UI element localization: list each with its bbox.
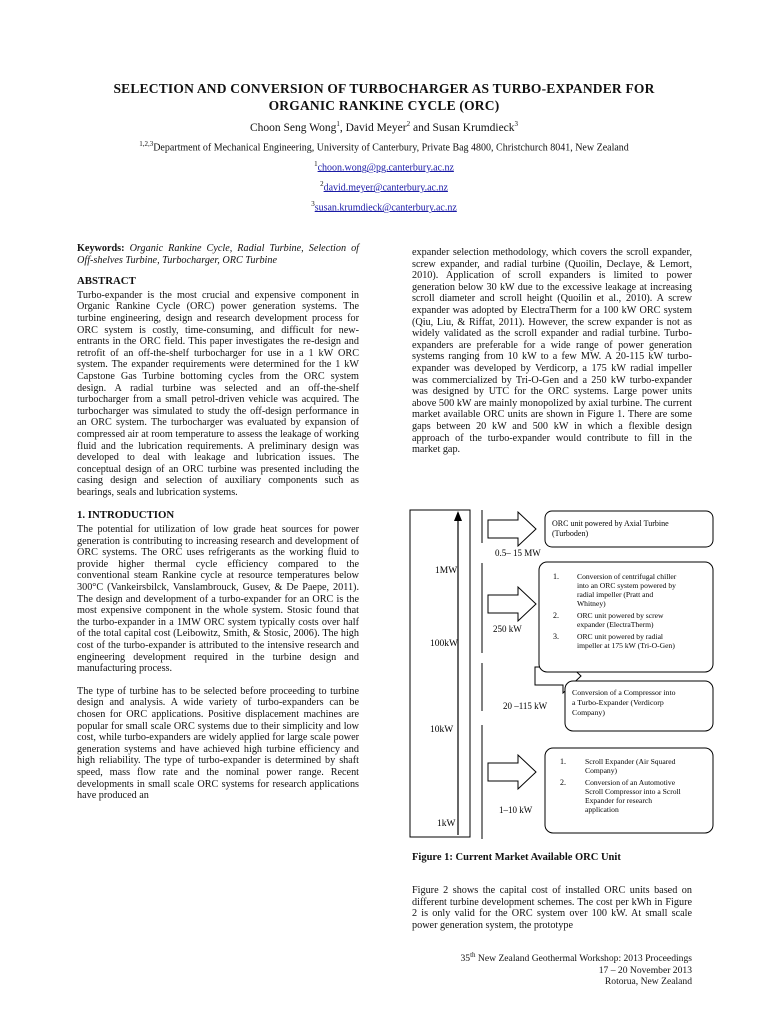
paper-title bbox=[40, 80, 728, 114]
keywords-text: Organic Rankine Cycle, Radial Turbine, Selection of Off-shelves Turbine, Turbocharger, ORC Turbine bbox=[77, 243, 359, 266]
email-3-link[interactable]: susan.krumdieck@canterbury.ac.nz bbox=[314, 202, 457, 214]
range-label-1: 0.5– 15 MW bbox=[495, 548, 541, 558]
title-line-1: SELECTION AND CONVERSION OF TURBOCHARGER AS TURBO-EXPANDER FOR bbox=[113, 81, 655, 96]
page-footer bbox=[460, 950, 692, 988]
title-line-2: ORGANIC RANKINE CYCLE (ORC) bbox=[268, 98, 500, 113]
email-1-link[interactable]: choon.wong@pg.canterbury.ac.nz bbox=[317, 162, 454, 174]
right-paragraph-1: expander selection methodology, which covers the scroll expander, screw expander, and radial turbine (Quoilin, Declaye, & Lemort, 2010). Application of scroll expanders is limited to power generation below 30 kW due to the excessive leakage at increasing scroll diameter and scroll height (Quoilin et al., 2010). A screw expander was adopted by ElectraTherm for a 100 kW ORC system (Qiu, Liu, & Riffat, 2011). However, the screw expander is not as widely validated as the scroll expander and radial turbine. Turbo-expanders are preferable for a wide range of power generation systems ranging from 10 kW to a few MW. A 20-115 kW turbo-expander was developed by Verdicorp, a 175 kW radial impeller was commercialized by Tri-O-Gen and a 250 kW turbo-expander was designed by UTC for the ORC systems. Large power units above 500 kW are mainly monopolized by axial turbine. The current market available ORC units are shown in Figure 1. There are some gaps between 20 kW and 500 kW in which a flexible design approach of the turbo-expander would contribute to fill in the market gap. bbox=[412, 247, 692, 456]
box3-line-1: Conversion of a Compressor into bbox=[572, 688, 676, 697]
box2-item-2-line-1: ORC unit powered by screw bbox=[577, 611, 664, 620]
author-2: David Meyer bbox=[345, 121, 407, 134]
intro-paragraph-1: The potential for utilization of low grade heat sources for power generation is contributing to increasing research and development of ORC systems. The ORC uses refrigerants as the working fluid to provide higher thermal cycle efficiency compared to the conventional steam Rankine cycle at resource temperatures below 300°C (Vankeirsbilck, Vanslambrouck, Gusev, & De Paepe, 2011). The design and development of a turbo-expander for an ORC is the most expensive component in the whole system. Stosic found that the turbo-expander in a 1MW ORC system typically costs over half of the total capital cost (Leibowitz, Smith, & Stosic, 2006). The high cost of the turbo-expander is attributed to the intensive research and engineering development required in the turbine design and manufacturing process. bbox=[77, 524, 359, 675]
box2-item-3-line-2: impeller at 175 kW (Tri-O-Gen) bbox=[577, 641, 675, 650]
author-1-sup: 1 bbox=[336, 120, 340, 128]
footer-line-2: 17 – 20 November 2013 bbox=[598, 964, 692, 976]
right-column-bottom bbox=[412, 885, 692, 931]
arrow-1 bbox=[488, 512, 536, 546]
figure-caption: Figure 1: Current Market Available ORC Unit bbox=[412, 852, 621, 863]
author-1: Choon Seng Wong bbox=[249, 121, 337, 134]
right-paragraph-2: Figure 2 shows the capital cost of installed ORC units based on different turbine development schemes. The cost per kWh in Figure 2 is only valid for the ORC system over 100 kW. At small scale power generation system, the prototype bbox=[412, 885, 692, 931]
author-2-sup: 2 bbox=[406, 120, 411, 128]
range-label-4: 1–10 kW bbox=[499, 805, 533, 815]
email-2 bbox=[40, 180, 728, 193]
box4-item-2-line-4: application bbox=[585, 805, 619, 814]
author-list: Choon Seng Wong$^1$, David Meyer$^2$ and Susan Krumdieck$^3$ bbox=[249, 120, 519, 134]
scale-bar bbox=[410, 510, 470, 837]
box2-item-1-line-3: radial impeller (Pratt and bbox=[577, 590, 654, 599]
email-3-sup: 3 bbox=[311, 200, 315, 208]
affiliation-text: Department of Mechanical Engineering, University of Canterbury, Private Bag 4800, Christchurch 8041, New Zealand bbox=[153, 142, 629, 154]
box2-item-1-num: 1. bbox=[553, 572, 559, 581]
box3-line-3: Company) bbox=[572, 708, 605, 717]
author-3: Susan Krumdieck bbox=[432, 121, 515, 134]
scale-label-100kw: 100kW bbox=[430, 639, 458, 649]
figure-1-diagram bbox=[405, 505, 725, 845]
box4-item-2-num: 2. bbox=[560, 778, 566, 787]
range-label-2: 250 kW bbox=[493, 624, 522, 634]
scale-label-1mw: 1MW bbox=[435, 566, 458, 576]
box4-item-2-line-2: Scroll Compressor into a Scroll bbox=[585, 787, 681, 796]
abstract-body: Turbo-expander is the most crucial and expensive component in Organic Rankine Cycle (ORC) power generation systems. The turbine engineering, design and research development process for ORC system is costly, time-consuming, and difficult for new-entrants in the ORC field. This paper investigates the re-design and retrofit of an off-the-shelf turbocharger for use in a 1 kW ORC system. The expander requirements were determined for the 1 kW Capstone Gas Turbine bottoming cycles from the ORC system design. A radial turbine was selected and an off-the-shelf turbocharger from a small petrol-driven vehicle was acquired. The turbocharger was simulated to study the off-design performance in an ORC system. The turbocharger was evaluated by expansion of compressed air at room temperature to assess the leakage of working fluid and the lubrication requirements. A preliminary design was developed to deal with leakage and lubrication issues. The conceptual design of an ORC turbine was presented including the casing design and selection of auxiliary components such as bearings, seals and lubrication systems. bbox=[77, 289, 359, 498]
footer-line-1 bbox=[460, 950, 692, 965]
box3-line-2: a Turbo-Expander (Verdicorp bbox=[572, 698, 664, 707]
box2-item-3-num: 3. bbox=[553, 632, 559, 641]
intro-heading: 1. INTRODUCTION bbox=[77, 509, 175, 522]
email-2-link[interactable]: david.meyer@canterbury.ac.nz bbox=[323, 182, 448, 194]
footer-line-3: Rotorua, New Zealand bbox=[604, 976, 692, 988]
author-sep: and bbox=[410, 121, 433, 134]
box4-item-2-line-1: Conversion of an Automotive bbox=[585, 778, 676, 787]
email-3 bbox=[40, 200, 728, 213]
email-2-sup: 2 bbox=[320, 180, 324, 188]
right-column-top bbox=[412, 247, 692, 456]
box1-line-1: ORC unit powered by Axial Turbine bbox=[552, 519, 669, 528]
intro-paragraph-2: The type of turbine has to be selected before proceeding to turbine design and analysis. A wide variety of turbo-expanders can be chosen for ORC applications. Positive displacement machines are popular for small scale ORC systems due to their simplicity and low cost, while turbo-expanders are widely applied for large scale power generation systems and have achieved high turbine efficiency and high reliability. The type of turbo-expander is determined by shaft speed, mass flow rate and the nominal power range. Recent developments in small scale ORC systems for research applications have produced an bbox=[77, 685, 359, 802]
keywords bbox=[77, 243, 359, 266]
scale-label-10kw: 10kW bbox=[430, 725, 454, 735]
author-3-sup: 3 bbox=[514, 120, 519, 128]
scale-label-1kw: 1kW bbox=[437, 819, 456, 829]
footer-edition-sup: th bbox=[470, 951, 476, 959]
box4-item-1-line-1: Scroll Expander (Air Squared bbox=[585, 757, 676, 766]
email-1-sup: 1 bbox=[314, 160, 318, 168]
abstract-heading: ABSTRACT bbox=[77, 275, 136, 288]
email-1 bbox=[40, 160, 728, 173]
footer-edition: 35 bbox=[460, 953, 471, 965]
box4-item-1-num: 1. bbox=[560, 757, 566, 766]
box2-item-2-num: 2. bbox=[553, 611, 559, 620]
box1-line-2: (Turboden) bbox=[552, 529, 589, 538]
affiliation-sup: 1,2,3 bbox=[139, 140, 154, 148]
keywords-label: Keywords: bbox=[77, 243, 125, 254]
box4-item-1-line-2: Company) bbox=[585, 766, 618, 775]
left-column bbox=[77, 243, 359, 802]
box2-item-1-line-1: Conversion of centrifugal chiller bbox=[577, 572, 677, 581]
box4-item-2-line-3: Expander for research bbox=[585, 796, 653, 805]
box2-item-1-line-4: Whitney) bbox=[577, 599, 606, 608]
arrow-2 bbox=[488, 587, 536, 621]
range-label-3: 20 –115 kW bbox=[503, 701, 548, 711]
box2-item-1-line-2: into an ORC system powered by bbox=[577, 581, 676, 590]
box2-item-3-line-1: ORC unit powered by radial bbox=[577, 632, 664, 641]
box2-item-2-line-2: expander (ElectraTherm) bbox=[577, 620, 654, 629]
footer-workshop: New Zealand Geothermal Workshop: 2013 Proceedings bbox=[475, 953, 692, 965]
affiliation bbox=[40, 140, 728, 153]
arrow-4 bbox=[488, 755, 536, 789]
